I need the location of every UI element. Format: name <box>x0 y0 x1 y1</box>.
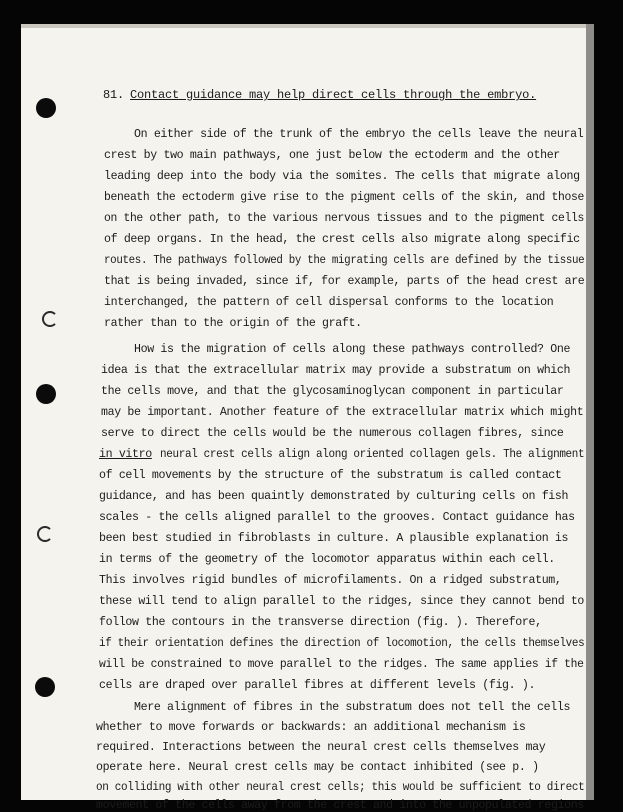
p2-line-2: idea is that the extracellular matrix may provide a substratum on which <box>101 364 571 377</box>
p3-line-1: Mere alignment of fibres in the substratum does not tell the cells <box>134 701 571 714</box>
p2-line-4: may be important. Another feature of the extracellular matrix which might <box>101 406 584 419</box>
page-edge-shadow <box>586 24 594 800</box>
p2-line-8: guidance, and has been quaintly demonstrated by culturing cells on fish <box>99 490 569 503</box>
p2-line-10: been best studied in fibroblasts in culture. A plausible explanation is <box>99 532 569 545</box>
p2-line-14: follow the contours in the transverse direction (fig. ). Therefore, <box>99 616 542 629</box>
p1-line-5: on the other path, to the various nervous tissues and to the pigment cells <box>104 212 584 225</box>
p2-line-7: of cell movements by the structure of the substratum is called contact <box>99 469 562 482</box>
binder-hole-5 <box>35 677 55 697</box>
p1-line-4: beneath the ectoderm give rise to the pigment cells of the skin, and those <box>104 191 584 204</box>
p2-line-13: these will tend to align parallel to the ridges, since they cannot bend to <box>99 595 584 608</box>
p2-line-3: the cells move, and that the glycosaminoglycan component in particular <box>101 385 564 398</box>
p1-line-9: interchanged, the pattern of cell dispersal conforms to the location <box>104 296 554 309</box>
binder-hole-2-partial <box>42 311 58 327</box>
p3-line-3: required. Interactions between the neural crest cells themselves may <box>96 741 546 754</box>
binder-hole-1 <box>36 98 56 118</box>
p2-line-1: How is the migration of cells along these pathways controlled? One <box>134 343 571 356</box>
section-heading <box>103 88 536 102</box>
p2-line-5: serve to direct the cells would be the numerous collagen fibres, since <box>101 427 564 440</box>
p2-line-11: in terms of the geometry of the locomotor apparatus within each cell. <box>99 553 555 566</box>
p1-line-7: routes. The pathways followed by the migrating cells are defined by the tissue <box>104 254 585 267</box>
binder-hole-3 <box>36 384 56 404</box>
p2-line-6: neural crest cells align along oriented collagen gels. The alignment <box>160 448 585 461</box>
p1-line-10: rather than to the origin of the graft. <box>104 317 362 330</box>
p2-line-15: if their orientation defines the direction of locomotion, the cells themselves <box>99 637 585 650</box>
p1-line-1: On either side of the trunk of the embryo the cells leave the neural <box>134 128 584 141</box>
p3-line-4: operate here. Neural crest cells may be contact inhibited (see p. ) <box>96 761 539 774</box>
p1-line-3: leading deep into the body via the somites. The cells that migrate along <box>104 170 580 183</box>
p2-line-17: cells are draped over parallel fibres at different levels (fig. ). <box>99 679 536 692</box>
p3-line-2: whether to move forwards or backwards: an additional mechanism is <box>96 721 526 734</box>
in-vitro-term: in vitro <box>99 448 152 461</box>
p3-line-5: on colliding with other neural crest cells; this would be sufficient to direct <box>96 781 585 794</box>
p2-line-9: scales - the cells aligned parallel to the grooves. Contact guidance has <box>99 511 575 524</box>
section-number: 81. <box>103 88 125 102</box>
p2-line-16: will be constrained to move parallel to the ridges. The same applies if the <box>99 658 584 671</box>
p1-line-2: crest by two main pathways, one just below the ectoderm and the other <box>104 149 560 162</box>
binder-hole-4-partial <box>37 526 53 542</box>
section-title: Contact guidance may help direct cells through the embryo. <box>130 88 537 102</box>
p3-line-6-cut: movement of the cells away from the crest and into the unpopulated regions <box>96 799 584 812</box>
p2-line-12: This involves rigid bundles of microfilaments. On a ridged substratum, <box>99 574 562 587</box>
p1-line-6: of deep organs. In the head, the crest cells also migrate along specific <box>104 233 580 246</box>
p1-line-8: that is being invaded, since if, for example, parts of the head crest are <box>104 275 585 288</box>
